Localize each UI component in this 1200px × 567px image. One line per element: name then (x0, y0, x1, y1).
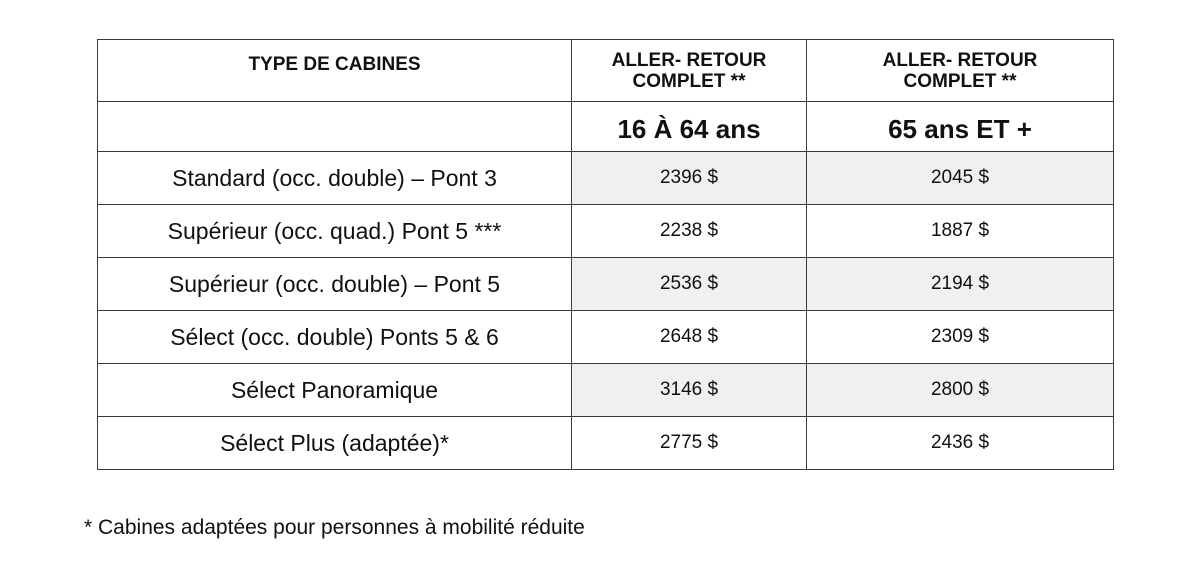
price-16-64-cell: 2536 $ (572, 258, 807, 311)
header-line: ALLER- RETOUR (882, 49, 1038, 71)
cabin-type-cell: Sélect Plus (adaptée)* (98, 417, 572, 470)
price-16-64-cell: 2396 $ (572, 152, 807, 205)
table-row (98, 258, 1114, 311)
price-16-64-cell: 2238 $ (572, 205, 807, 258)
price-16-64-cell: 2648 $ (572, 311, 807, 364)
age-group-empty-cell (98, 102, 572, 152)
price-16-64-cell: 3146 $ (572, 364, 807, 417)
header-row (98, 40, 1114, 102)
price-65-plus-cell: 2194 $ (807, 258, 1114, 311)
price-65-plus-cell: 2436 $ (807, 417, 1114, 470)
price-65-plus-cell: 1887 $ (807, 205, 1114, 258)
table-row (98, 152, 1114, 205)
table-row (98, 311, 1114, 364)
table-row (98, 364, 1114, 417)
age-group-65-plus: 65 ans ET + (807, 102, 1114, 152)
header-line: ALLER- RETOUR (611, 49, 767, 71)
cabin-type-cell: Sélect Panoramique (98, 364, 572, 417)
header-cabin-type: TYPE DE CABINES (98, 40, 572, 102)
cabin-type-cell: Supérieur (occ. quad.) Pont 5 *** (98, 205, 572, 258)
header-round-trip-65-plus (807, 40, 1114, 102)
age-group-16-64: 16 À 64 ans (572, 102, 807, 152)
age-group-row (98, 102, 1114, 152)
cabin-rates-table (97, 39, 1114, 470)
cabin-type-cell: Standard (occ. double) – Pont 3 (98, 152, 572, 205)
header-line: COMPLET ** (903, 70, 1017, 92)
table-row (98, 417, 1114, 470)
cabin-type-cell: Supérieur (occ. double) – Pont 5 (98, 258, 572, 311)
price-65-plus-cell: 2309 $ (807, 311, 1114, 364)
price-16-64-cell: 2775 $ (572, 417, 807, 470)
header-round-trip-16-64 (572, 40, 807, 102)
price-65-plus-cell: 2800 $ (807, 364, 1114, 417)
cabin-type-cell: Sélect (occ. double) Ponts 5 & 6 (98, 311, 572, 364)
table-row (98, 205, 1114, 258)
header-line: COMPLET ** (632, 70, 746, 92)
footnote: * Cabines adaptées pour personnes à mobilité réduite (84, 516, 585, 539)
price-65-plus-cell: 2045 $ (807, 152, 1114, 205)
